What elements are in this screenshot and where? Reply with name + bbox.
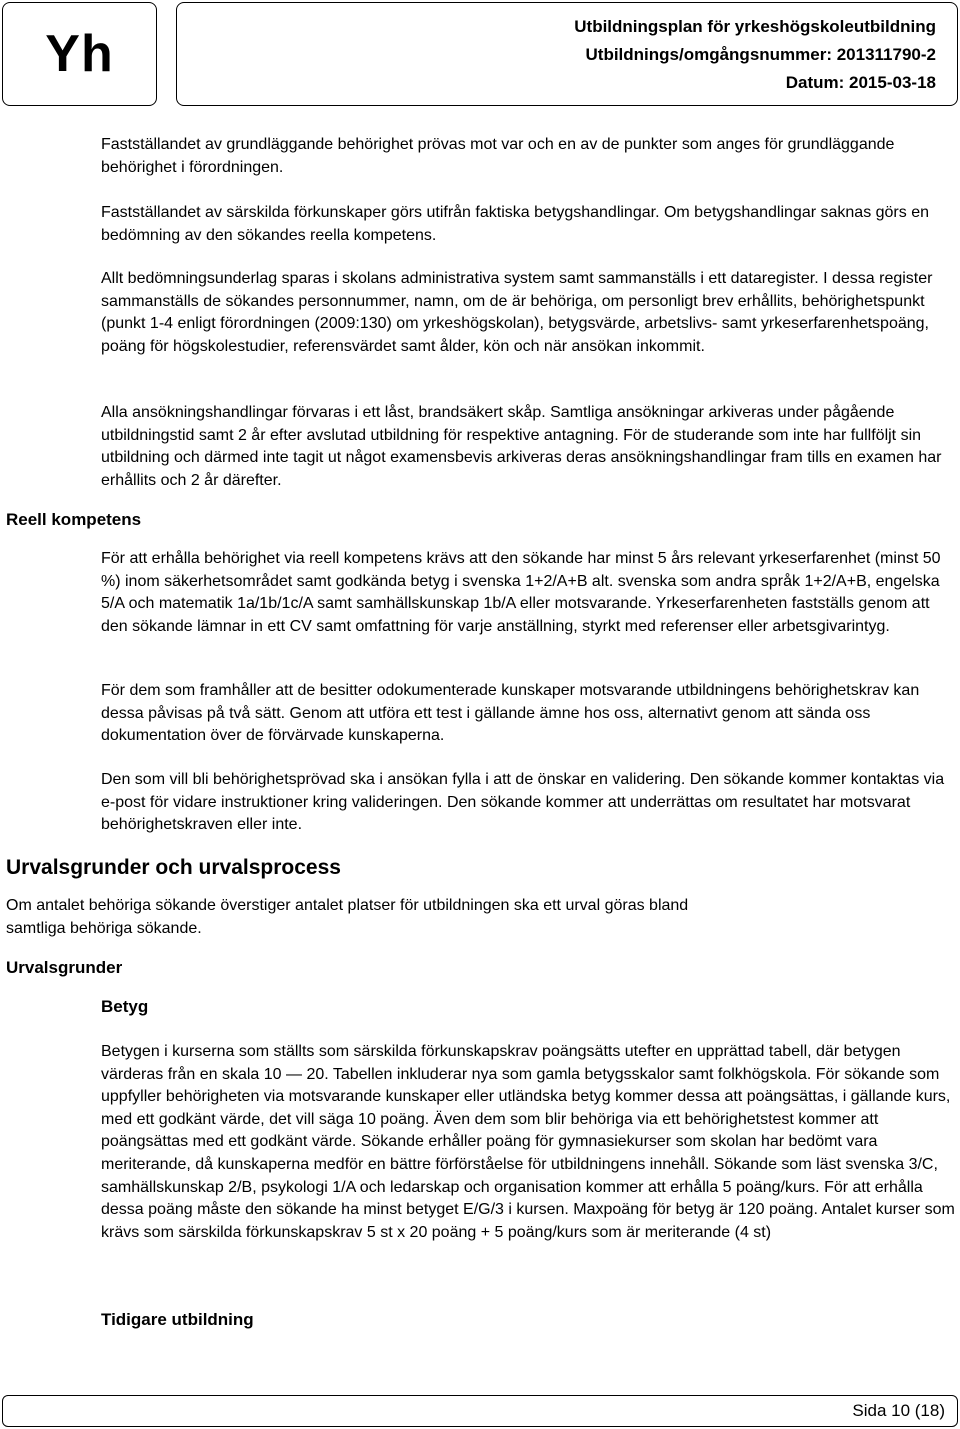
- paragraph: Fastställandet av grundläggande behörighet prövas mot var och en av de punkter som anges för grundläggande behörighet i förordningen.: [101, 136, 895, 176]
- section-heading: Urvalsgrunder och urvalsprocess: [6, 856, 341, 879]
- paragraph: För dem som framhåller att de besitter odokumenterade kunskaper motsvarande utbildningens behörighetskrav kan dessa påvisas på två sätt. Genom att utföra ett test i gällande ämne hos oss, alternativt genom att sända oss dokumentation över de förvärvade kunskaperna.: [101, 682, 920, 745]
- page-footer: [2, 1395, 958, 1427]
- doc-date: Datum: 2015-03-18: [785, 73, 936, 92]
- label-urvalsgrunder: Urvalsgrunder: [6, 958, 123, 977]
- subheading-tidigare-utbildning: Tidigare utbildning: [101, 1310, 254, 1329]
- section-intro: Om antalet behöriga sökande överstiger antalet platser för utbildningen ska ett urval göras bland samtliga behöriga sökande.: [6, 897, 689, 937]
- paragraph: Allt bedömningsunderlag sparas i skolans administrativa system samt sammanställs i ett dataregister. I dessa register sammanställs de sökandes personnummer, namn, om de är behöriga, om personligt brev erhållits, behörighetspunkt (punkt 1-4 enligt förordningen (2009:130) om yrkeshögskolan), betygsvärde, arbetslivs- samt yrkeserfarenhetspoäng, poäng för högskolestudier, referensvärdet samt ålder, kön och när ansökan inkommit.: [101, 270, 933, 355]
- paragraph: Fastställandet av särskilda förkunskaper görs utifrån faktiska betygshandlingar. Om betygshandlingar saknas görs en bedömning av den sökandes reella kompetens.: [101, 204, 929, 244]
- paragraph: Alla ansökningshandlingar förvaras i ett låst, brandsäkert skåp. Samtliga ansökningar arkiveras under pågående utbildningstid samt 2 år efter avslutad utbildning för respektive antagning. För de studerande som inte har fullföljt sin utbildning och därmed inte tagit ut något examensbevis arkiveras deras ansökningshandlingar fram tills en examen har erhållits och 2 år därefter.: [101, 404, 942, 489]
- page-number: Sida 10 (18): [852, 1401, 945, 1420]
- subheading-betyg: Betyg: [101, 997, 149, 1016]
- paragraph: Den som vill bli behörighetsprövad ska i ansökan fylla i att de önskar en validering. Den sökande kommer kontaktas via e-post för vidare instruktioner kring valideringen. Den sökande kommer att underrättas om resultatet har motsvarat behörighetskraven eller inte.: [101, 771, 945, 834]
- label-reell-kompetens: Reell kompetens: [6, 510, 142, 529]
- doc-title: Utbildningsplan för yrkeshögskoleutbildning: [574, 17, 936, 36]
- logo-text: Yh: [45, 25, 114, 83]
- yh-logo: [2, 2, 157, 106]
- document-header: [176, 2, 958, 106]
- paragraph: Betygen i kurserna som ställts som särskilda förkunskapskrav poängsätts utefter en upprättad tabell, där betygen värderas från en skala 10 — 20. Tabellen inkluderar nya som gamla betygsskalor samt folkhögskola. För sökande som uppfyller behörigheten via motsvarande kunskaper eller utländska betyg kommer dessa att poängsättas, i gällande kurs, med ett godkänt värde, det vill säga 10 poäng. Även dem som blir behöriga via ett behörighetstest kommer att poängsättas med ett godkänt värde. Sökande erhåller poäng för gymnasiekurser som skolan har bedömt vara meriterande, då kunskaperna medför en bättre förförståelse för utbildningens innehåll. Sökande som läst svenska 3/C, samhällskunskap 2/B, psykologi 1/A och ledarskap och organisation kommer att erhålla 5 poäng/kurs. För att erhålla dessa poäng måste den sökande ha minst betyget E/G/3 i kursen. Maxpoäng för betyg är 120 poäng. Antalet kurser som krävs som särskilda förkunskapskrav 5 st x 20 poäng + 5 poäng/kurs som är meriterande (4 st): [101, 1043, 955, 1241]
- paragraph: För att erhålla behörighet via reell kompetens krävs att den sökande har minst 5 års relevant yrkeserfarenhet (minst 50 %) inom säkerhetsområdet samt godkända betyg i svenska 1+2/A+B alt. svenska som andra språk 1+2/A+B, engelska 5/A och matematik 1a/1b/1c/A samt samhällskunskap 1b/A eller motsvarande. Yrkeserfarenheten fastställs genom att den sökande lämnar in ett CV samt omfattning för varje anställning, styrkt med referenser eller arbetsgivarintyg.: [101, 550, 941, 635]
- doc-number: Utbildnings/omgångsnummer: 201311790-2: [585, 45, 936, 64]
